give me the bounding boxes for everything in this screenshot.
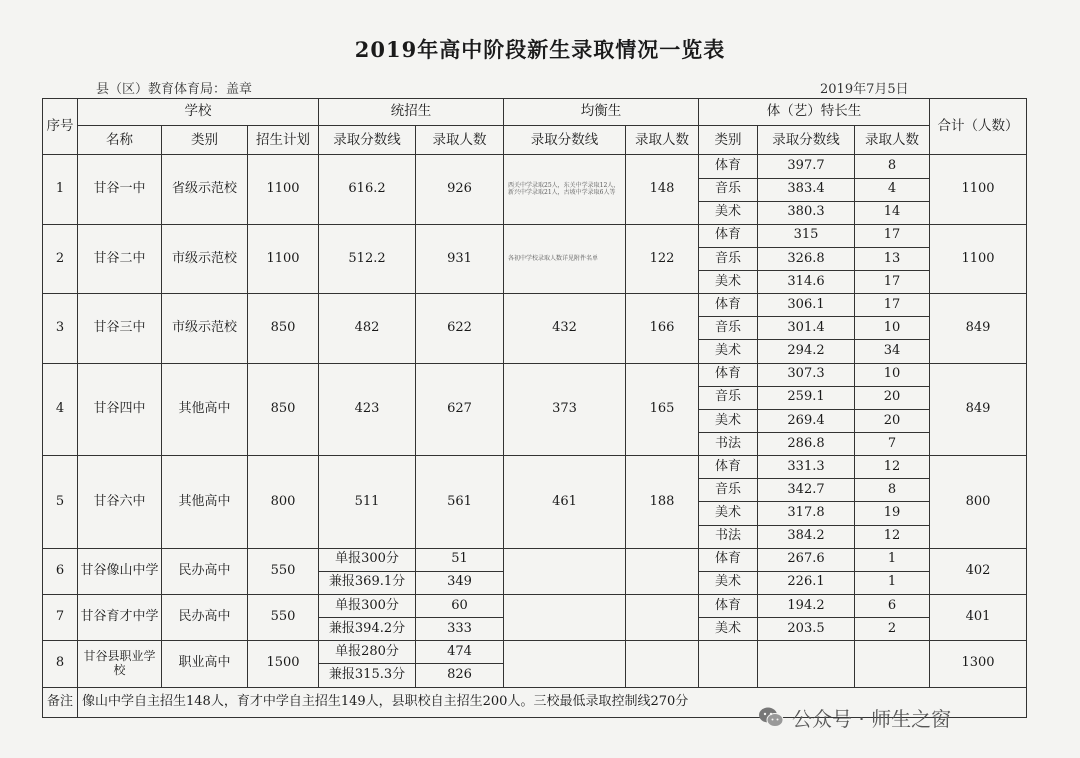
- seq-cell: 4: [43, 363, 78, 456]
- header-category: 类别: [162, 126, 248, 155]
- special-score: 267.6: [758, 548, 855, 571]
- header-unified-score: 录取分数线: [319, 126, 416, 155]
- special-score: 294.2: [758, 340, 855, 363]
- header-plan: 招生计划: [248, 126, 319, 155]
- table-row: [43, 548, 1027, 571]
- special-score: 383.4: [758, 178, 855, 201]
- school-category: 省级示范校: [162, 155, 248, 224]
- table-row: [43, 595, 1027, 618]
- school-name: 甘谷四中: [78, 363, 162, 456]
- header-special-type: 类别: [699, 126, 758, 155]
- unified-count: 474: [416, 641, 504, 664]
- special-count: 8: [855, 155, 930, 178]
- plan-cell: 1500: [248, 641, 319, 687]
- county-label: 县（区）教育体育局：盖章: [96, 82, 253, 97]
- unified-count: 627: [416, 363, 504, 456]
- special-score: 315: [758, 224, 855, 247]
- total-cell: 849: [930, 294, 1027, 363]
- unified-count: 333: [416, 618, 504, 641]
- school-name: 甘谷像山中学: [78, 548, 162, 594]
- school-name: 甘谷育才中学: [78, 595, 162, 641]
- school-category: 民办高中: [162, 595, 248, 641]
- special-count: 10: [855, 363, 930, 386]
- special-score: 397.7: [758, 155, 855, 178]
- special-score: 203.5: [758, 618, 855, 641]
- special-type: 体育: [699, 456, 758, 479]
- unified-count: 349: [416, 571, 504, 594]
- unified-count: 561: [416, 456, 504, 549]
- unified-score: 兼报315.3分: [319, 664, 416, 687]
- balanced-count: 165: [626, 363, 699, 456]
- school-name: 甘谷二中: [78, 224, 162, 293]
- special-type: 美术: [699, 340, 758, 363]
- school-category: 民办高中: [162, 548, 248, 594]
- header-name: 名称: [78, 126, 162, 155]
- special-type: 音乐: [699, 479, 758, 502]
- balanced-count: 122: [626, 224, 699, 293]
- special-type: 体育: [699, 294, 758, 317]
- special-count: 1: [855, 571, 930, 594]
- school-category: 市级示范校: [162, 224, 248, 293]
- page-title: 2019年高中阶段新生录取情况一览表: [354, 37, 726, 62]
- special-type: 美术: [699, 571, 758, 594]
- unified-count: 926: [416, 155, 504, 224]
- table-row: [43, 363, 1027, 386]
- school-name: 甘谷六中: [78, 456, 162, 549]
- special-count: 4: [855, 178, 930, 201]
- unified-count: 826: [416, 664, 504, 687]
- balanced-score: 461: [504, 456, 626, 549]
- special-type: 体育: [699, 595, 758, 618]
- total-cell: 800: [930, 456, 1027, 549]
- balanced-score-empty: [504, 595, 626, 641]
- seq-cell: 7: [43, 595, 78, 641]
- unified-count: 622: [416, 294, 504, 363]
- watermark: [758, 700, 1058, 734]
- balanced-count: 188: [626, 456, 699, 549]
- unified-score: 单报300分: [319, 595, 416, 618]
- watermark-text: 公众号 · 师生之窗: [792, 706, 952, 731]
- special-type: 美术: [699, 409, 758, 432]
- total-cell: 401: [930, 595, 1027, 641]
- special-type: 音乐: [699, 178, 758, 201]
- special-type: 美术: [699, 201, 758, 224]
- special-score: 314.6: [758, 271, 855, 294]
- unified-score: 单报300分: [319, 548, 416, 571]
- special-type: 体育: [699, 363, 758, 386]
- seq-cell: 1: [43, 155, 78, 224]
- special-type-empty: [699, 641, 758, 687]
- special-count: 20: [855, 409, 930, 432]
- header-special-score: 录取分数线: [758, 126, 855, 155]
- seq-cell: 8: [43, 641, 78, 687]
- unified-score: 兼报369.1分: [319, 571, 416, 594]
- seq-cell: 5: [43, 456, 78, 549]
- special-count: 17: [855, 271, 930, 294]
- plan-cell: 850: [248, 363, 319, 456]
- plan-cell: 1100: [248, 155, 319, 224]
- school-name: 甘谷一中: [78, 155, 162, 224]
- special-count: 17: [855, 294, 930, 317]
- school-category: 其他高中: [162, 456, 248, 549]
- total-cell: 1300: [930, 641, 1027, 687]
- school-category: 其他高中: [162, 363, 248, 456]
- special-type: 音乐: [699, 386, 758, 409]
- header-special-count: 录取人数: [855, 126, 930, 155]
- special-score: 301.4: [758, 317, 855, 340]
- special-score: 317.8: [758, 502, 855, 525]
- special-score: 380.3: [758, 201, 855, 224]
- special-type: 书法: [699, 433, 758, 456]
- special-type: 体育: [699, 224, 758, 247]
- admission-table: [42, 98, 1027, 718]
- balanced-count-empty: [626, 595, 699, 641]
- special-score-empty: [758, 641, 855, 687]
- school-category: 市级示范校: [162, 294, 248, 363]
- header-total: 合计（人数）: [930, 99, 1027, 155]
- unified-count: 60: [416, 595, 504, 618]
- special-score: 306.1: [758, 294, 855, 317]
- special-score: 307.3: [758, 363, 855, 386]
- special-count: 12: [855, 525, 930, 548]
- special-count: 2: [855, 618, 930, 641]
- unified-count: 51: [416, 548, 504, 571]
- wechat-icon: [758, 706, 784, 728]
- special-type: 音乐: [699, 317, 758, 340]
- special-count: 6: [855, 595, 930, 618]
- special-score: 326.8: [758, 247, 855, 270]
- special-type: 书法: [699, 525, 758, 548]
- balanced-score-empty: [504, 641, 626, 687]
- table-row: [43, 294, 1027, 317]
- balanced-count: 166: [626, 294, 699, 363]
- special-score: 259.1: [758, 386, 855, 409]
- special-count: 12: [855, 456, 930, 479]
- table-row: [43, 155, 1027, 178]
- unified-score: 423: [319, 363, 416, 456]
- special-count-empty: [855, 641, 930, 687]
- school-name: 甘谷县职业学校: [78, 641, 162, 687]
- special-count: 17: [855, 224, 930, 247]
- special-count: 10: [855, 317, 930, 340]
- header-seq: 序号: [43, 99, 78, 155]
- special-type: 美术: [699, 618, 758, 641]
- total-cell: 849: [930, 363, 1027, 456]
- unified-score: 616.2: [319, 155, 416, 224]
- special-count: 14: [855, 201, 930, 224]
- seq-cell: 6: [43, 548, 78, 594]
- header-school: 学校: [78, 99, 319, 126]
- plan-cell: 550: [248, 548, 319, 594]
- special-score: 384.2: [758, 525, 855, 548]
- header-balanced-score: 录取分数线: [504, 126, 626, 155]
- special-count: 7: [855, 433, 930, 456]
- total-cell: 1100: [930, 155, 1027, 224]
- special-score: 194.2: [758, 595, 855, 618]
- unified-score: 511: [319, 456, 416, 549]
- special-type: 体育: [699, 155, 758, 178]
- special-score: 286.8: [758, 433, 855, 456]
- special-type: 美术: [699, 502, 758, 525]
- school-name: 甘谷三中: [78, 294, 162, 363]
- note-label: 备注: [43, 687, 78, 717]
- plan-cell: 850: [248, 294, 319, 363]
- special-type: 体育: [699, 548, 758, 571]
- special-count: 34: [855, 340, 930, 363]
- unified-count: 931: [416, 224, 504, 293]
- special-count: 8: [855, 479, 930, 502]
- table-row: [43, 224, 1027, 247]
- school-category: 职业高中: [162, 641, 248, 687]
- special-type: 美术: [699, 271, 758, 294]
- total-cell: 1100: [930, 224, 1027, 293]
- note-text: 像山中学自主招生148人，育才中学自主招生149人，县职校自主招生200人。三校最低录取控制线270分: [78, 687, 1027, 717]
- special-score: 331.3: [758, 456, 855, 479]
- balanced-score-note: 西关中学录取25人，东关中学录取12人，新兴中学录取21人，古坡中学录取6人等: [504, 155, 626, 224]
- special-count: 19: [855, 502, 930, 525]
- header-unified: 统招生: [319, 99, 504, 126]
- special-type: 音乐: [699, 247, 758, 270]
- seq-cell: 2: [43, 224, 78, 293]
- unified-score: 512.2: [319, 224, 416, 293]
- balanced-count-empty: [626, 548, 699, 594]
- table-row: [43, 456, 1027, 479]
- unified-score: 兼报394.2分: [319, 618, 416, 641]
- balanced-score: 432: [504, 294, 626, 363]
- special-score: 269.4: [758, 409, 855, 432]
- seq-cell: 3: [43, 294, 78, 363]
- header-special: 体（艺）特长生: [699, 99, 930, 126]
- plan-cell: 800: [248, 456, 319, 549]
- header-balanced: 均衡生: [504, 99, 699, 126]
- header-balanced-count: 录取人数: [626, 126, 699, 155]
- balanced-count-empty: [626, 641, 699, 687]
- special-score: 342.7: [758, 479, 855, 502]
- date-label: 2019年7月5日: [820, 82, 909, 97]
- balanced-count: 148: [626, 155, 699, 224]
- plan-cell: 550: [248, 595, 319, 641]
- table-row: [43, 641, 1027, 664]
- special-count: 1: [855, 548, 930, 571]
- special-score: 226.1: [758, 571, 855, 594]
- balanced-score-empty: [504, 548, 626, 594]
- balanced-score-note: 各初中学校录取人数详见附件名单: [504, 224, 626, 293]
- balanced-score: 373: [504, 363, 626, 456]
- plan-cell: 1100: [248, 224, 319, 293]
- header-unified-count: 录取人数: [416, 126, 504, 155]
- special-count: 13: [855, 247, 930, 270]
- total-cell: 402: [930, 548, 1027, 594]
- unified-score: 482: [319, 294, 416, 363]
- unified-score: 单报280分: [319, 641, 416, 664]
- special-count: 20: [855, 386, 930, 409]
